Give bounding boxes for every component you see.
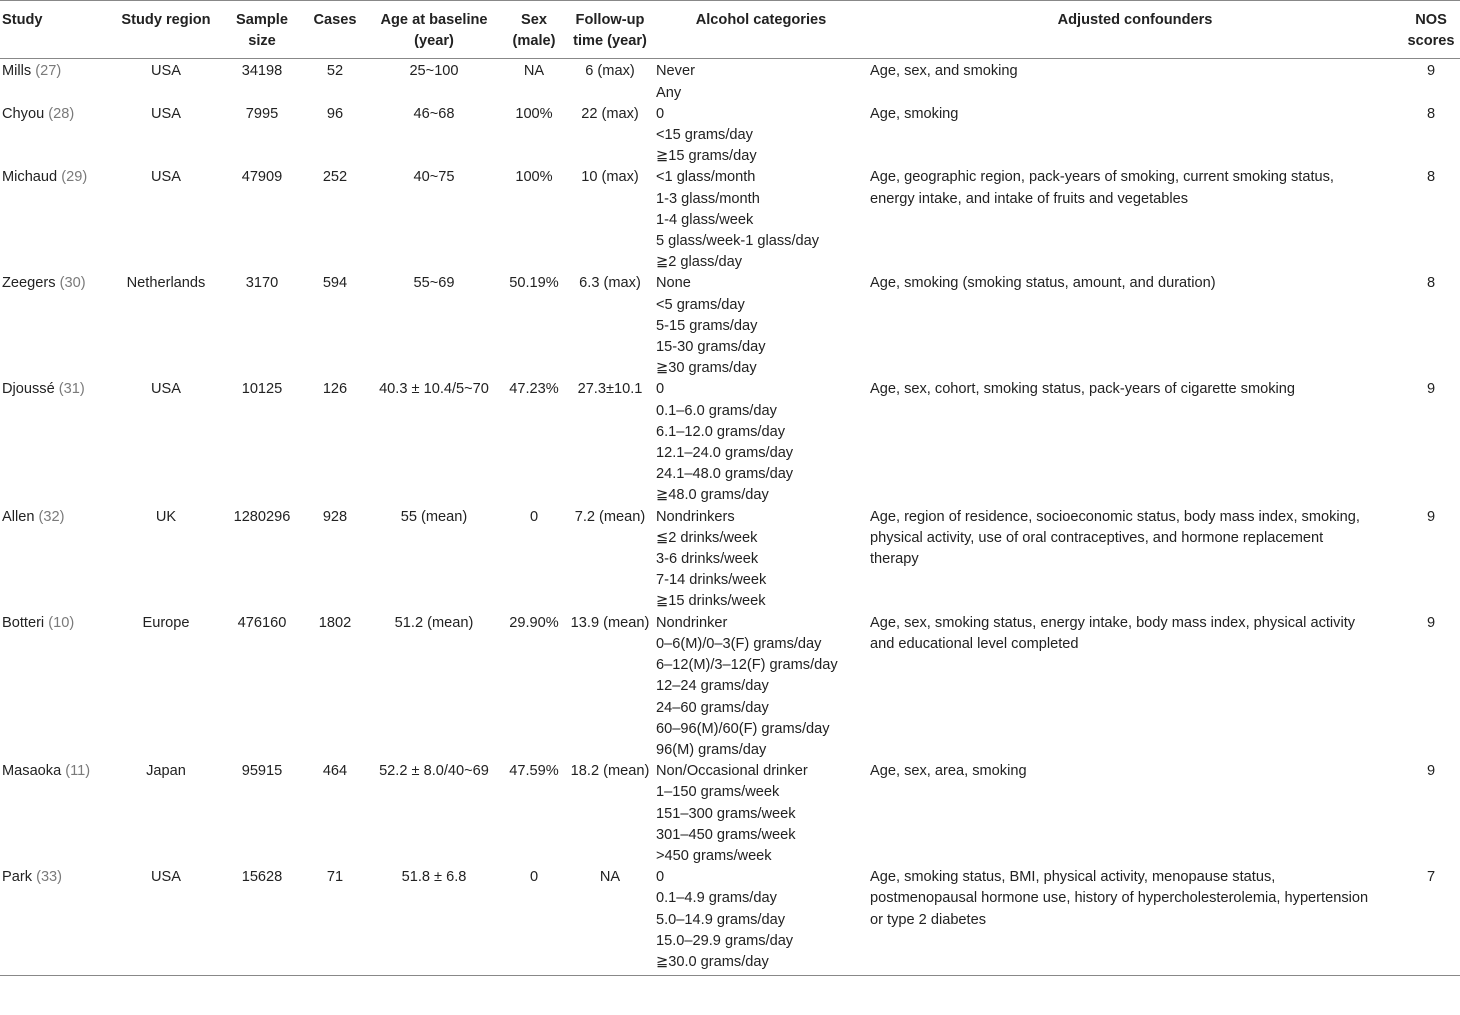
alcohol-category: Nondrinkers <box>656 508 735 525</box>
alcohol-category: 15-30 grams/day <box>656 339 766 356</box>
cell-nos-score: 8 <box>1426 275 1436 292</box>
alcohol-category: 5-15 grams/day <box>656 317 758 334</box>
cell-age: 51.2 (mean) <box>394 614 474 631</box>
alcohol-category: Never <box>656 63 695 80</box>
alcohol-category: <15 grams/day <box>656 127 753 144</box>
alcohol-category: 1–150 grams/week <box>656 784 780 801</box>
alcohol-category: 1-3 glass/month <box>656 190 760 207</box>
cell-age: 40~75 <box>413 169 455 186</box>
alcohol-category: Nondrinker <box>656 614 728 631</box>
study-name: Allen <box>2 508 35 525</box>
study-reference: (10) <box>44 614 75 631</box>
header-nos: NOS scores <box>1402 1 1460 59</box>
cell-nos-score: 9 <box>1426 508 1436 525</box>
header-alcohol: Alcohol categories <box>654 1 868 59</box>
cell-nos-score: 9 <box>1426 63 1436 80</box>
study-name: Michaud <box>2 169 58 186</box>
study-name: Masaoka <box>2 763 62 780</box>
study-reference: (11) <box>61 763 91 780</box>
cell-confounders <box>868 104 1402 168</box>
cell-confounders <box>868 379 1402 506</box>
study-reference: (30) <box>55 275 86 292</box>
study-reference: (29) <box>57 169 88 186</box>
table-row <box>0 613 1460 761</box>
cell-alcohol-categories <box>654 379 868 506</box>
cell-nos-score: 9 <box>1426 381 1436 398</box>
cell-nos-score: 9 <box>1426 763 1436 780</box>
cell-sex: 50.19% <box>509 275 559 292</box>
cell-region: USA <box>150 105 181 122</box>
alcohol-category: 0.1–4.9 grams/day <box>656 890 777 907</box>
cell-cases: 594 <box>322 275 348 292</box>
alcohol-category: 6.1–12.0 grams/day <box>656 423 785 440</box>
alcohol-category: 301–450 grams/week <box>656 826 796 843</box>
confounder-line: Age, smoking (smoking status, amount, and duration) <box>870 275 1216 292</box>
cell-alcohol-categories <box>654 104 868 168</box>
cell-cases: 126 <box>322 381 348 398</box>
confounder-line: Age, geographic region, pack-years of smoking, current smoking status, <box>870 169 1334 186</box>
alcohol-category: 60–96(M)/60(F) grams/day <box>656 720 830 737</box>
study-name: Chyou <box>2 105 45 122</box>
header-sample-size: Sample size <box>220 1 304 59</box>
confounder-line: energy intake, and intake of fruits and vegetables <box>870 190 1189 207</box>
study-name: Djoussé <box>2 381 55 398</box>
cell-cases: 1802 <box>318 614 352 631</box>
cell-nos-score: 9 <box>1426 614 1436 631</box>
table-row <box>0 59 1460 104</box>
cell-followup: 6 (max) <box>585 63 635 80</box>
cell-confounders <box>868 167 1402 273</box>
alcohol-category: 96(M) grams/day <box>656 741 767 758</box>
cell-sex: 0 <box>529 508 539 525</box>
alcohol-category: 3-6 drinks/week <box>656 551 759 568</box>
cell-age: 51.8 ± 6.8 <box>366 867 502 976</box>
confounder-line: Age, sex, smoking status, energy intake, body mass index, physical activity <box>870 614 1356 631</box>
cell-sample-size: 15628 <box>220 867 304 976</box>
reference-number: 33 <box>40 869 58 886</box>
alcohol-category: 7-14 drinks/week <box>656 572 767 589</box>
cell-nos-score: 8 <box>1426 105 1436 122</box>
cell-sex: 0 <box>502 867 566 976</box>
cell-confounders <box>868 507 1402 613</box>
alcohol-category: 0.1–6.0 grams/day <box>656 402 777 419</box>
alcohol-category: 5 glass/week-1 glass/day <box>656 233 820 250</box>
confounder-line: therapy <box>870 551 919 568</box>
study-reference: (33) <box>32 869 63 886</box>
cell-age: 40.3 ± 10.4/5~70 <box>379 381 489 398</box>
table-row <box>0 379 1460 506</box>
header-confounders: Adjusted confounders <box>868 1 1402 59</box>
cell-alcohol-categories <box>654 867 868 976</box>
cell-cases: 464 <box>322 763 348 780</box>
alcohol-category: Non/Occasional drinker <box>656 763 808 780</box>
cell-sample-size: 3170 <box>245 275 279 292</box>
cell-nos-score: 7 <box>1402 867 1460 976</box>
cell-followup: 22 (max) <box>581 105 639 122</box>
cell-alcohol-categories <box>654 761 868 867</box>
reference-number: 11 <box>70 763 86 780</box>
cell-age: 52.2 ± 8.0/40~69 <box>379 763 489 780</box>
cell-age: 55~69 <box>413 275 455 292</box>
cell-alcohol-categories <box>654 613 868 761</box>
table-row <box>0 507 1460 613</box>
cell-cases: 96 <box>326 105 344 122</box>
cell-confounders <box>868 867 1402 976</box>
cell-sex: 47.23% <box>509 381 559 398</box>
cell-study <box>0 167 112 273</box>
cell-confounders <box>868 761 1402 867</box>
study-name: Zeegers <box>2 275 56 292</box>
cell-sex: NA <box>523 63 545 80</box>
cell-sex: 47.59% <box>509 763 559 780</box>
cell-followup: 13.9 (mean) <box>570 614 650 631</box>
cell-nos-score: 8 <box>1426 169 1436 186</box>
cell-region: USA <box>150 381 181 398</box>
cell-region: USA <box>150 63 181 80</box>
reference-number: 32 <box>43 508 60 525</box>
alcohol-category: <5 grams/day <box>656 296 745 313</box>
confounder-line: Age, smoking status, BMI, physical activity, menopause status, <box>870 869 1276 886</box>
cell-alcohol-categories <box>654 507 868 613</box>
alcohol-category: 12.1–24.0 grams/day <box>656 445 794 462</box>
alcohol-category: 0–6(M)/0–3(F) grams/day <box>656 635 822 652</box>
reference-number: 31 <box>63 381 80 398</box>
cell-region: Europe <box>142 614 190 631</box>
cell-study <box>0 613 112 761</box>
cell-confounders <box>868 613 1402 761</box>
cell-followup: NA <box>566 867 654 976</box>
header-study: Study <box>0 1 112 59</box>
cell-study <box>0 104 112 168</box>
cell-study <box>0 507 112 613</box>
table-row <box>0 867 1460 976</box>
study-name: Mills <box>2 63 32 80</box>
alcohol-category: ≧15 grams/day <box>656 148 757 165</box>
cell-sex: 100% <box>515 169 553 186</box>
confounder-line: Age, sex, area, smoking <box>870 763 1027 780</box>
cell-followup: 7.2 (mean) <box>574 508 646 525</box>
alcohol-category: 5.0–14.9 grams/day <box>656 911 785 928</box>
header-age: Age at baseline (year) <box>366 1 502 59</box>
cell-confounders <box>868 273 1402 379</box>
cell-region: Japan <box>146 763 186 780</box>
cell-age: 46~68 <box>413 105 455 122</box>
study-reference: (28) <box>44 105 75 122</box>
alcohol-category: >450 grams/week <box>656 847 772 864</box>
study-name: Botteri <box>2 614 45 631</box>
cell-sample-size: 47909 <box>241 169 283 186</box>
alcohol-category: 0 <box>656 105 665 122</box>
cell-cases: 71 <box>304 867 366 976</box>
cell-sample-size: 7995 <box>245 105 279 122</box>
cell-followup: 6.3 (max) <box>579 275 641 292</box>
cell-region: UK <box>155 508 177 525</box>
cell-sex: 29.90% <box>509 614 559 631</box>
cell-followup: 27.3±10.1 <box>577 381 643 398</box>
confounder-line: Age, region of residence, socioeconomic status, body mass index, smoking, <box>870 508 1360 525</box>
cell-sample-size: 10125 <box>241 381 283 398</box>
cell-cases: 928 <box>322 508 348 525</box>
alcohol-category: ≧48.0 grams/day <box>656 487 769 504</box>
cell-region: Netherlands <box>126 275 206 292</box>
confounder-line: or type 2 diabetes <box>870 911 987 928</box>
cell-study <box>0 273 112 379</box>
alcohol-category: 24.1–48.0 grams/day <box>656 466 794 483</box>
study-reference: (31) <box>54 381 85 398</box>
cell-sample-size: 476160 <box>237 614 287 631</box>
alcohol-category: 24–60 grams/day <box>656 699 769 716</box>
header-sex: Sex (male) <box>502 1 566 59</box>
alcohol-category: <1 glass/month <box>656 169 756 186</box>
confounder-line: and educational level completed <box>870 635 1079 652</box>
table-row <box>0 273 1460 379</box>
cell-alcohol-categories <box>654 167 868 273</box>
header-cases: Cases <box>304 1 366 59</box>
cell-sex: 100% <box>515 105 553 122</box>
cell-sample-size: 1280296 <box>233 508 291 525</box>
confounder-line: Age, sex, and smoking <box>870 63 1018 80</box>
cell-alcohol-categories <box>654 273 868 379</box>
reference-number: 10 <box>53 614 70 631</box>
alcohol-category: 151–300 grams/week <box>656 805 796 822</box>
header-followup: Follow-up time (year) <box>566 1 654 59</box>
reference-number: 28 <box>53 105 70 122</box>
table-header <box>0 1 1460 59</box>
table-row <box>0 761 1460 867</box>
table-body <box>0 59 1460 976</box>
cell-followup: 10 (max) <box>581 169 639 186</box>
confounder-line: Age, sex, cohort, smoking status, pack-years of cigarette smoking <box>870 381 1296 398</box>
alcohol-category: Any <box>656 84 682 101</box>
alcohol-category: ≧15 drinks/week <box>656 593 766 610</box>
cell-alcohol-categories <box>654 59 868 104</box>
alcohol-category: ≦2 drinks/week <box>656 529 758 546</box>
alcohol-category: 1-4 glass/week <box>656 211 754 228</box>
cell-study <box>0 867 112 976</box>
reference-number: 30 <box>64 275 81 292</box>
cell-study <box>0 761 112 867</box>
cell-region: USA <box>150 169 181 186</box>
study-name: Park <box>2 869 33 886</box>
confounder-line: postmenopausal hormone use, history of hypercholesterolemia, hypertension <box>870 890 1369 907</box>
alcohol-category: ≧2 glass/day <box>656 254 743 271</box>
alcohol-category: 0 <box>656 869 665 886</box>
confounder-line: Age, smoking <box>870 105 959 122</box>
alcohol-category: 0 <box>656 381 665 398</box>
alcohol-category: 6–12(M)/3–12(F) grams/day <box>656 657 838 674</box>
cell-sample-size: 95915 <box>241 763 283 780</box>
study-reference: (32) <box>34 508 65 525</box>
table-row <box>0 104 1460 168</box>
alcohol-category: ≧30.0 grams/day <box>656 953 769 970</box>
cell-sample-size: 34198 <box>241 63 283 80</box>
cell-confounders <box>868 59 1402 104</box>
reference-number: 29 <box>66 169 83 186</box>
cell-region: USA <box>112 867 220 976</box>
reference-number: 27 <box>40 63 57 80</box>
cell-study <box>0 59 112 104</box>
cell-followup: 18.2 (mean) <box>570 763 650 780</box>
cell-cases: 252 <box>322 169 348 186</box>
alcohol-category: ≧30 grams/day <box>656 360 757 377</box>
confounder-line: physical activity, use of oral contraceptives, and hormone replacement <box>870 529 1324 546</box>
cell-study <box>0 379 112 506</box>
cell-age: 25~100 <box>409 63 459 80</box>
alcohol-category: 15.0–29.9 grams/day <box>656 932 794 949</box>
alcohol-category: None <box>656 275 691 292</box>
study-reference: (27) <box>31 63 62 80</box>
cell-cases: 52 <box>326 63 344 80</box>
table-row <box>0 167 1460 273</box>
alcohol-category: 12–24 grams/day <box>656 678 769 695</box>
cell-age: 55 (mean) <box>400 508 468 525</box>
header-region: Study region <box>112 1 220 59</box>
